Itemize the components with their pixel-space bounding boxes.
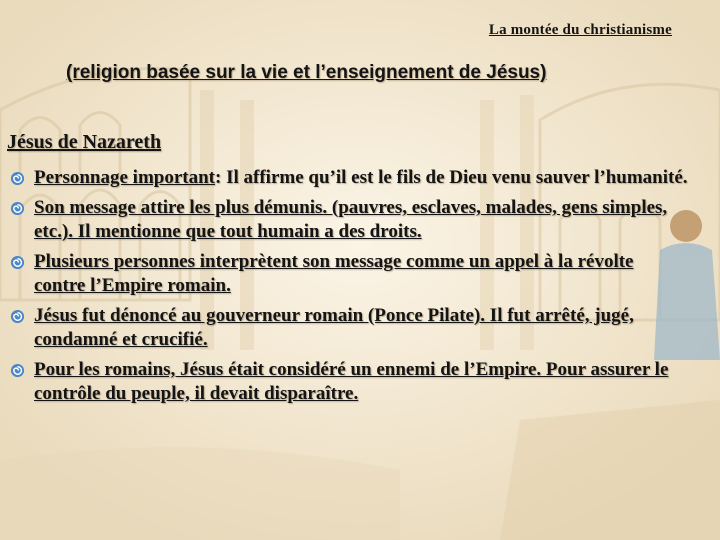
bullet-text: Pour les romains, Jésus était considéré un ennemi de l’Empire. Pour assurer le contrôle du peuple, il devait disparaître. [34, 359, 669, 404]
list-item [8, 166, 688, 190]
slide-title: La montée du christianisme [488, 22, 672, 38]
list-item [8, 358, 688, 406]
slide-subtitle: (religion basée sur la vie et l’enseignement de Jésus) [66, 62, 547, 83]
bullet-text: Son message attire les plus démunis. (pauvres, esclaves, malades, gens simples, etc.). Il mentionne que tout humain a des droits. [34, 197, 668, 242]
list-item [8, 196, 688, 244]
bullet-text-underlined: Personnage important [34, 167, 216, 188]
bullet-list [8, 166, 688, 412]
list-item [8, 304, 688, 352]
spiral-bullet-icon [10, 309, 25, 324]
bullet-text: : Il affirme qu’il est le fils de Dieu venu sauver l’humanité. [215, 167, 688, 188]
section-heading: Jésus de Nazareth [7, 131, 162, 153]
bullet-text: Plusieurs personnes interprètent son message comme un appel à la révolte contre l’Empire romain. [34, 251, 634, 296]
list-item [8, 250, 688, 298]
spiral-bullet-icon [10, 201, 25, 216]
spiral-bullet-icon [10, 363, 25, 378]
spiral-bullet-icon [10, 171, 25, 186]
bullet-text: Jésus fut dénoncé au gouverneur romain (Ponce Pilate). Il fut arrêté, jugé, condamné et crucifié. [34, 305, 634, 350]
spiral-bullet-icon [10, 255, 25, 270]
